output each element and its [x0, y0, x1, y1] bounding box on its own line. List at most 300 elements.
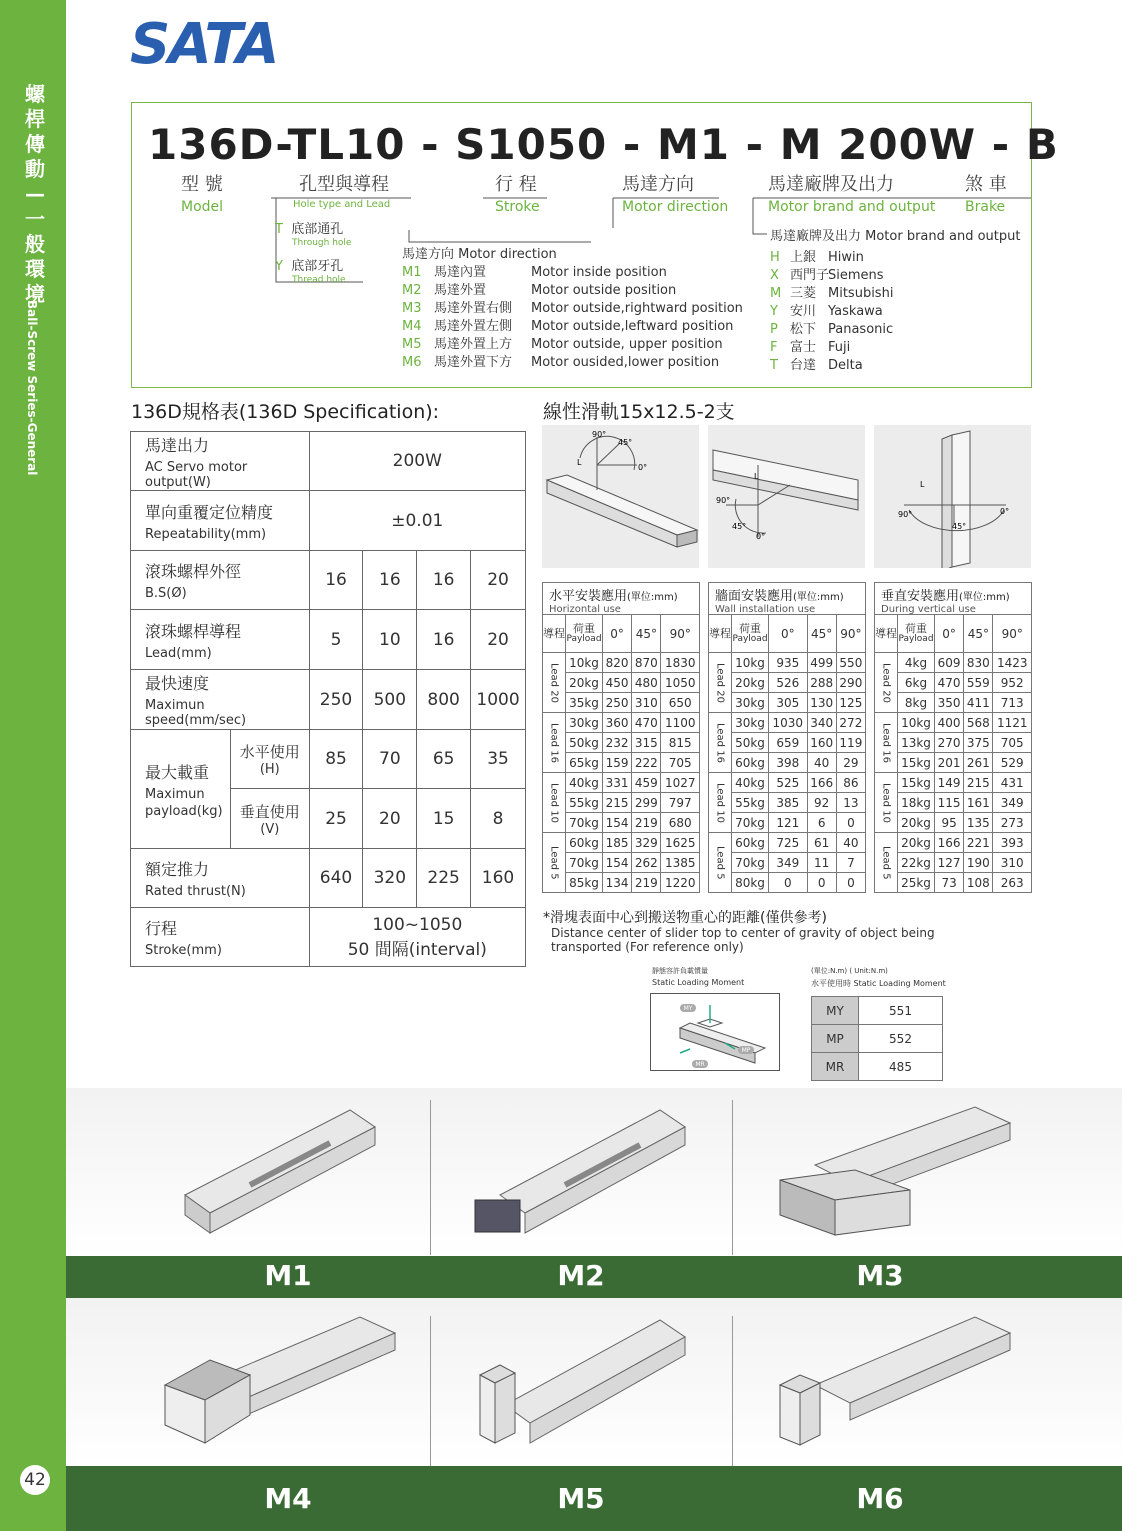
motor-brand-en: Siemens: [828, 268, 884, 283]
load-cell: 315: [632, 733, 661, 753]
load-table-title: 水平安裝應用: [549, 589, 628, 604]
motor-direction-en: Motor outside position: [531, 283, 677, 298]
angle-label-90: 90°: [592, 430, 607, 439]
motor-brand-zh: 上銀: [790, 250, 817, 265]
load-cell: 80kg: [732, 873, 769, 893]
load-table-unit: (單位:mm): [959, 592, 1010, 603]
wall-mount-diagram: [708, 425, 865, 568]
config-m1-image: [180, 1105, 380, 1235]
load-cell: 60kg: [566, 833, 603, 853]
load-cell: 40: [807, 753, 836, 773]
load-cell: 166: [935, 833, 964, 853]
hole-type-list: T 底部通孔 Through hole Y 底部牙孔 Thread hole: [275, 222, 352, 285]
load-cell: 0: [836, 873, 865, 893]
motor-direction-zh: 馬達外置: [434, 283, 487, 298]
load-cell: 550: [836, 653, 865, 673]
angle-label-90: 90°: [898, 510, 913, 519]
load-cell: 797: [661, 793, 700, 813]
angle-label-0: 0°: [756, 532, 766, 541]
motor-brand-en: Delta: [828, 358, 863, 373]
field-hole: 孔型與導程 Hole type and Lead: [293, 174, 391, 210]
load-cell: 470: [935, 673, 964, 693]
load-cell: 263: [993, 873, 1032, 893]
load-cell: 35kg: [566, 693, 603, 713]
load-cell: 95: [935, 813, 964, 833]
load-cell: 13kg: [898, 733, 935, 753]
load-cell: 1121: [993, 713, 1032, 733]
field-motor-direction: 馬達方向 Motor direction: [622, 174, 729, 215]
model-code-part: 136D: [148, 120, 276, 169]
load-cell: 310: [993, 853, 1032, 873]
angle-label-0: 0°: [638, 463, 648, 472]
load-cell: 375: [964, 733, 993, 753]
load-cell: 159: [603, 753, 632, 773]
lead-group-label: Lead 5: [875, 833, 898, 893]
spec-value: ±0.01: [309, 491, 525, 551]
angle-header: 45°: [807, 615, 836, 653]
config-m3-image: [775, 1105, 1015, 1240]
load-cell: 526: [769, 673, 808, 693]
spec-title: 136D規格表(136D Specification):: [131, 401, 440, 423]
load-cell: 270: [935, 733, 964, 753]
spec-value: 100~1050 50 間隔(interval): [309, 908, 525, 967]
payload-header: 荷重 Payload: [732, 615, 769, 653]
load-cell: 134: [603, 873, 632, 893]
hole-type-item: T 底部通孔: [275, 222, 344, 237]
model-code-part: M1: [656, 120, 731, 169]
load-table-unit: (單位:mm): [627, 592, 678, 603]
load-cell: 50kg: [732, 733, 769, 753]
load-cell: 22kg: [898, 853, 935, 873]
load-cell: 15kg: [898, 753, 935, 773]
load-cell: 10kg: [566, 653, 603, 673]
load-cell: 40kg: [566, 773, 603, 793]
load-cell: 65kg: [566, 753, 603, 773]
load-cell: 70kg: [566, 853, 603, 873]
load-cell: 870: [632, 653, 661, 673]
load-cell: 121: [769, 813, 808, 833]
motor-brand-code: F: [770, 340, 778, 355]
load-cell: 290: [836, 673, 865, 693]
motor-direction-zh: 馬達外置右側: [434, 301, 513, 316]
motor-brand-en: Hiwin: [828, 250, 864, 265]
moment-diagram-title-zh: 靜態容許負載慣量: [652, 967, 708, 975]
load-cell: 0: [807, 873, 836, 893]
reference-note-en: Distance center of slider top to center of gravity of object being transported (For reference only): [551, 926, 935, 954]
load-cell: 398: [769, 753, 808, 773]
load-cell: 0: [769, 873, 808, 893]
config-label-m4: M4: [228, 1482, 348, 1515]
spec-label: 單向重覆定位精度 Repeatability(mm): [131, 491, 310, 551]
angle-label-45: 45°: [952, 522, 967, 531]
load-table-vertical: [874, 582, 1032, 893]
config-label-m5: M5: [521, 1482, 641, 1515]
load-cell: 29: [836, 753, 865, 773]
moment-tag: MP: [741, 1047, 751, 1054]
angle-header: 0°: [769, 615, 808, 653]
sidebar-title-zh: 螺桿傳動—一般環境: [25, 82, 45, 306]
field-model: 型 號 Model: [181, 174, 224, 215]
model-code-part: S1050: [455, 120, 608, 169]
load-cell: 6: [807, 813, 836, 833]
motor-brand-code: M: [770, 286, 782, 301]
load-table: [542, 614, 700, 893]
load-cell: 13: [836, 793, 865, 813]
load-cell: 125: [836, 693, 865, 713]
field-stroke: 行 程 Stroke: [495, 174, 540, 215]
motor-direction-zh: 馬達外置左側: [434, 319, 513, 334]
load-cell: 568: [964, 713, 993, 733]
load-cell: 349: [993, 793, 1032, 813]
load-cell: 470: [632, 713, 661, 733]
load-cell: 70kg: [732, 853, 769, 873]
lead-header: 導程: [875, 615, 898, 653]
motor-brand-code: H: [770, 250, 780, 265]
load-cell: 272: [836, 713, 865, 733]
motor-direction-zh: 馬達內置: [434, 265, 487, 280]
moment-tag: MR: [695, 1061, 705, 1068]
load-cell: 149: [935, 773, 964, 793]
field-motor-brand: 馬達廠牌及出力 Motor brand and output: [768, 174, 936, 215]
load-cell: 30kg: [732, 693, 769, 713]
load-cell: 127: [935, 853, 964, 873]
hole-type-item: Y 底部牙孔: [275, 259, 344, 274]
load-cell: 360: [603, 713, 632, 733]
load-cell: 154: [603, 813, 632, 833]
lead-group-label: Lead 16: [709, 713, 732, 773]
load-cell: 161: [964, 793, 993, 813]
load-table-unit: (單位:mm): [793, 592, 844, 603]
length-label: L: [920, 480, 925, 489]
load-cell: 820: [603, 653, 632, 673]
motor-direction-zh: 馬達外置下方: [434, 355, 513, 370]
lead-group-label: Lead 16: [875, 713, 898, 773]
load-cell: 299: [632, 793, 661, 813]
horizontal-mount-diagram: [542, 425, 699, 568]
load-cell: 92: [807, 793, 836, 813]
load-table-subtitle: Wall installation use: [715, 604, 816, 615]
load-cell: 1100: [661, 713, 700, 733]
motor-brand-code: Y: [770, 304, 778, 319]
load-cell: 40kg: [732, 773, 769, 793]
load-cell: 310: [632, 693, 661, 713]
load-cell: 1220: [661, 873, 700, 893]
load-cell: 0: [836, 813, 865, 833]
load-cell: 680: [661, 813, 700, 833]
load-cell: 25kg: [898, 873, 935, 893]
load-cell: 61: [807, 833, 836, 853]
motor-brand-en: Panasonic: [828, 322, 894, 337]
load-cell: 1027: [661, 773, 700, 793]
load-cell: 30kg: [566, 713, 603, 733]
motor-direction-code: M2: [402, 283, 422, 298]
load-cell: 20kg: [732, 673, 769, 693]
lead-group-label: Lead 5: [709, 833, 732, 893]
lead-group-label: Lead 10: [543, 773, 566, 833]
payload-header: 荷重 Payload: [566, 615, 603, 653]
spec-sub-label: 垂直使用 (V): [230, 789, 309, 849]
load-cell: 499: [807, 653, 836, 673]
load-cell: 250: [603, 693, 632, 713]
config-label-m2: M2: [521, 1259, 641, 1292]
angle-header: 0°: [935, 615, 964, 653]
load-cell: 70kg: [566, 813, 603, 833]
spec-value: 200W: [309, 432, 525, 491]
load-cell: 11: [807, 853, 836, 873]
model-code-part: B: [1025, 120, 1059, 169]
motor-direction-code: M3: [402, 301, 422, 316]
angle-label-90: 90°: [716, 496, 731, 505]
load-table-title: 垂直安裝應用: [881, 589, 960, 604]
load-cell: 340: [807, 713, 836, 733]
spec-label: 行程 Stroke(mm): [131, 908, 310, 967]
motor-brand-zh: 台達: [790, 358, 817, 373]
load-cell: 20kg: [898, 833, 935, 853]
motor-brand-code: P: [770, 322, 778, 337]
load-table-horizontal: [542, 582, 700, 893]
load-table: [708, 614, 866, 893]
load-table-subtitle: During vertical use: [881, 604, 976, 615]
angle-label-45: 45°: [732, 522, 747, 531]
load-cell: 154: [603, 853, 632, 873]
load-cell: 215: [964, 773, 993, 793]
load-cell: 288: [807, 673, 836, 693]
motor-brand-zh: 松下: [790, 322, 817, 337]
moment-diagram: [650, 993, 780, 1071]
load-cell: 20kg: [898, 813, 935, 833]
model-code: 136D-TL10 - S1050 - M1 - M 200W - B: [148, 120, 1059, 169]
divider: [732, 1316, 733, 1466]
load-cell: 725: [769, 833, 808, 853]
motor-brand-en: Mitsubishi: [828, 286, 894, 301]
load-cell: 86: [836, 773, 865, 793]
load-cell: 459: [632, 773, 661, 793]
load-cell: 8kg: [898, 693, 935, 713]
reference-note: *滑塊表面中心到搬送物重心的距離(僅供參考): [543, 910, 827, 926]
load-cell: 393: [993, 833, 1032, 853]
load-table-wall: [708, 582, 866, 893]
load-cell: 215: [603, 793, 632, 813]
load-cell: 385: [769, 793, 808, 813]
motor-direction-en: Motor ousided,lower position: [531, 355, 720, 370]
load-cell: 935: [769, 653, 808, 673]
rail-title: 線性滑軌15x12.5-2支: [543, 401, 735, 423]
load-cell: 450: [603, 673, 632, 693]
load-cell: 331: [603, 773, 632, 793]
spec-label: 最大載重 Maximun payload(kg): [131, 730, 231, 849]
load-cell: 70kg: [732, 813, 769, 833]
spec-label: 額定推力 Rated thrust(N): [131, 849, 310, 908]
load-cell: 1385: [661, 853, 700, 873]
lead-group-label: Lead 20: [709, 653, 732, 713]
load-cell: 262: [632, 853, 661, 873]
motor-brand-en: Fuji: [828, 340, 851, 355]
angle-label-0: 0°: [1000, 507, 1010, 516]
lead-header: 導程: [543, 615, 566, 653]
load-cell: 273: [993, 813, 1032, 833]
load-cell: 55kg: [566, 793, 603, 813]
load-cell: 400: [935, 713, 964, 733]
load-cell: 529: [993, 753, 1032, 773]
motor-direction-en: Motor outside,rightward position: [531, 301, 743, 316]
load-cell: 85kg: [566, 873, 603, 893]
load-cell: 50kg: [566, 733, 603, 753]
field-brake: 煞 車 Brake: [965, 174, 1007, 215]
load-cell: 349: [769, 853, 808, 873]
load-cell: 221: [964, 833, 993, 853]
load-cell: 166: [807, 773, 836, 793]
config-m6-image: [775, 1315, 1015, 1450]
load-cell: 185: [603, 833, 632, 853]
moment-diagram-title-en: Static Loading Moment: [652, 978, 745, 987]
load-cell: 1030: [769, 713, 808, 733]
load-cell: 705: [993, 733, 1032, 753]
motor-brand-zh: 富士: [790, 340, 817, 355]
load-cell: 222: [632, 753, 661, 773]
config-label-m1: M1: [228, 1259, 348, 1292]
motor-brand-list: 馬達廠牌及出力 Motor brand and output H 上銀 Hiwin X 西門子 Siemens M 三菱 Mitsubishi Y 安川 Yaskawa P 松下 Panasonic F 富士 Fuji T 台達 Delta: [770, 229, 1021, 373]
sidebar-title-en: Ball-Screw Series-General: [25, 300, 39, 476]
model-code-part: TL10: [287, 120, 406, 169]
divider: [430, 1316, 431, 1466]
load-cell: 30kg: [732, 713, 769, 733]
angle-label-45: 45°: [618, 438, 633, 447]
length-label: L: [754, 472, 759, 481]
lead-group-label: Lead 10: [709, 773, 732, 833]
load-cell: 232: [603, 733, 632, 753]
vertical-mount-diagram: [874, 425, 1031, 568]
load-cell: 815: [661, 733, 700, 753]
length-label: L: [577, 458, 582, 467]
load-cell: 659: [769, 733, 808, 753]
load-cell: 219: [632, 873, 661, 893]
angle-header: 90°: [836, 615, 865, 653]
load-cell: 4kg: [898, 653, 935, 673]
motor-direction-en: Motor outside,leftward position: [531, 319, 734, 334]
load-cell: 329: [632, 833, 661, 853]
load-cell: 650: [661, 693, 700, 713]
load-cell: 60kg: [732, 753, 769, 773]
angle-header: 90°: [993, 615, 1032, 653]
load-cell: 952: [993, 673, 1032, 693]
motor-direction-code: M4: [402, 319, 422, 334]
load-cell: 160: [807, 733, 836, 753]
load-cell: 411: [964, 693, 993, 713]
motor-direction-zh: 馬達外置上方: [434, 337, 513, 352]
load-cell: 60kg: [732, 833, 769, 853]
load-cell: 350: [935, 693, 964, 713]
load-cell: 559: [964, 673, 993, 693]
model-code-part: M 200W: [779, 120, 977, 169]
load-cell: 73: [935, 873, 964, 893]
moment-table-title: 水平使用時 Static Loading Moment: [811, 979, 946, 988]
load-cell: 705: [661, 753, 700, 773]
config-label-m3: M3: [820, 1259, 940, 1292]
spec-label: 滾珠螺桿外徑 B.S(Ø): [131, 551, 310, 610]
load-cell: 6kg: [898, 673, 935, 693]
lead-header: 導程: [709, 615, 732, 653]
load-cell: 190: [964, 853, 993, 873]
load-table-subtitle: Horizontal use: [549, 604, 621, 615]
motor-brand-code: X: [770, 268, 779, 283]
motor-direction-en: Motor inside position: [531, 265, 667, 280]
load-cell: 119: [836, 733, 865, 753]
lead-group-label: Lead 20: [875, 653, 898, 713]
motor-brand-zh: 安川: [790, 304, 817, 319]
spec-sub-label: 水平使用 (H): [230, 730, 309, 789]
load-cell: 219: [632, 813, 661, 833]
page-number: 42: [20, 1465, 50, 1495]
config-m2-image: [470, 1105, 690, 1240]
load-cell: 10kg: [732, 653, 769, 673]
load-cell: 55kg: [732, 793, 769, 813]
config-m4-image: [160, 1315, 400, 1450]
load-cell: 10kg: [898, 713, 935, 733]
payload-header: 荷重 Payload: [898, 615, 935, 653]
moment-unit: (單位:N.m) ( Unit:N.m): [811, 967, 888, 975]
load-cell: 609: [935, 653, 964, 673]
angle-header: 90°: [661, 615, 700, 653]
load-table-title: 牆面安裝應用: [715, 589, 794, 604]
load-cell: 480: [632, 673, 661, 693]
spec-label: 馬達出力 AC Servo motor output(W): [131, 432, 310, 491]
load-cell: 431: [993, 773, 1032, 793]
moment-table: MY 551 MP 552 MR 485: [811, 996, 943, 1081]
load-cell: 115: [935, 793, 964, 813]
lead-group-label: Lead 5: [543, 833, 566, 893]
load-cell: 1625: [661, 833, 700, 853]
load-cell: 525: [769, 773, 808, 793]
load-cell: 305: [769, 693, 808, 713]
angle-header: 0°: [603, 615, 632, 653]
load-cell: 130: [807, 693, 836, 713]
motor-direction-code: M1: [402, 265, 422, 280]
load-cell: 713: [993, 693, 1032, 713]
load-cell: 40: [836, 833, 865, 853]
load-cell: 18kg: [898, 793, 935, 813]
load-cell: 1830: [661, 653, 700, 673]
load-table: [874, 614, 1032, 893]
motor-brand-zh: 西門子: [790, 268, 830, 283]
motor-direction-list: 馬達方向 Motor direction M1 馬達內置 Motor inside position M2 馬達外置 Motor outside position M3 馬達外置右側 Motor outside,rightward position M4 馬達外置左側 Motor outside,leftward position M5 馬達外置上方 Motor outside, upper position M6 馬達外置下方 Motor ousided,lower position: [402, 247, 743, 370]
load-cell: 108: [964, 873, 993, 893]
divider: [430, 1100, 431, 1255]
load-cell: 830: [964, 653, 993, 673]
config-label-m6: M6: [820, 1482, 940, 1515]
load-cell: 135: [964, 813, 993, 833]
spec-table: 馬達出力 AC Servo motor output(W) 200W 單向重覆定位精度 Repeatability(mm) ±0.01 滾珠螺桿外徑 B.S(Ø) 16 16 16 20 滾珠螺桿導程 Lead(mm) 5 10 16 20 最快速度 Maximun speed(mm/sec) 250 500 800 1000 最大載重 Maximun payload(kg) 水平使用 (H) 85 70 65 35 垂直使用 (V) 25 20 15 8 額定推力 Rated thrust(N) 640 320 225 160 行程 Stroke(mm) 100~1050 50 間隔(interval): [130, 431, 526, 967]
motor-direction-code: M5: [402, 337, 422, 352]
motor-brand-en: Yaskawa: [828, 304, 883, 319]
config-m5-image: [475, 1315, 695, 1450]
spec-label: 最快速度 Maximun speed(mm/sec): [131, 670, 310, 730]
motor-brand-zh: 三菱: [790, 286, 817, 301]
angle-header: 45°: [964, 615, 993, 653]
load-cell: 1423: [993, 653, 1032, 673]
brand-logo: SATA: [130, 12, 278, 77]
load-cell: 261: [964, 753, 993, 773]
moment-tag: MY: [683, 1005, 693, 1012]
load-cell: 20kg: [566, 673, 603, 693]
lead-group-label: Lead 20: [543, 653, 566, 713]
divider: [732, 1100, 733, 1255]
lead-group-label: Lead 10: [875, 773, 898, 833]
motor-direction-code: M6: [402, 355, 422, 370]
load-cell: 201: [935, 753, 964, 773]
motor-brand-code: T: [770, 358, 778, 373]
load-cell: 15kg: [898, 773, 935, 793]
angle-header: 45°: [632, 615, 661, 653]
